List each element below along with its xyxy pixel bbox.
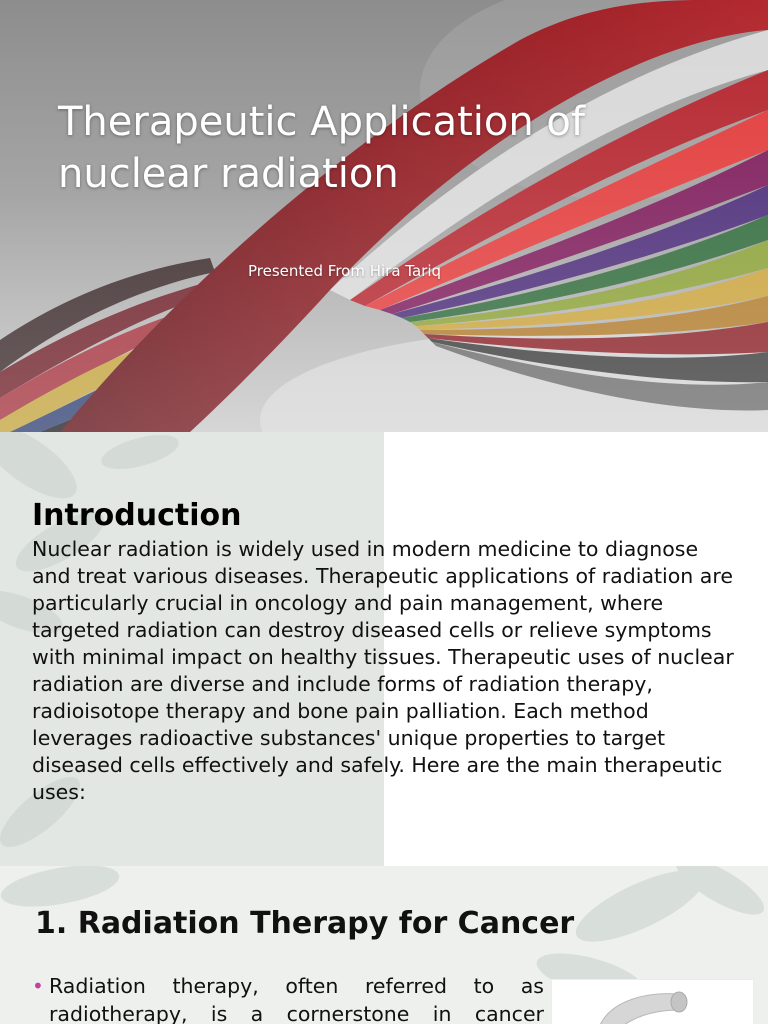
ribbon-background-image — [0, 0, 768, 432]
radiation-therapy-heading: 1. Radiation Therapy for Cancer — [35, 906, 575, 941]
radiation-therapy-slide — [0, 866, 768, 1024]
introduction-heading: Introduction — [32, 498, 242, 533]
introduction-slide — [0, 432, 768, 866]
title-slide — [0, 0, 768, 432]
introduction-paragraph: Nuclear radiation is widely used in modern medicine to diagnose and treat various diseases. Therapeutic applications of radiation are particularly crucial in oncology and pain management, where targeted radiation can destroy diseased cells or relieve symptoms with minimal impact on healthy tissues. Therapeutic uses of nuclear radiation are diverse and include forms of radiation therapy, radioisotope therapy and bone pain palliation. Each method leverages radioactive substances' unique properties to target diseased cells effectively and safely. Here are the main therapeutic uses: — [32, 537, 734, 804]
bullet-item — [32, 972, 544, 1024]
bullet-dot-icon: • — [32, 974, 44, 998]
presenter-subtitle: Presented From Hira Tariq — [248, 262, 442, 280]
bullet-text: Radiation therapy, often referred to as radiotherapy, is a cornerstone in cancer — [49, 974, 544, 1024]
presentation-title: Therapeutic Application of nuclear radiation — [58, 99, 585, 197]
machine-illustration — [552, 980, 755, 1024]
radiotherapy-machine-image — [551, 979, 754, 1024]
